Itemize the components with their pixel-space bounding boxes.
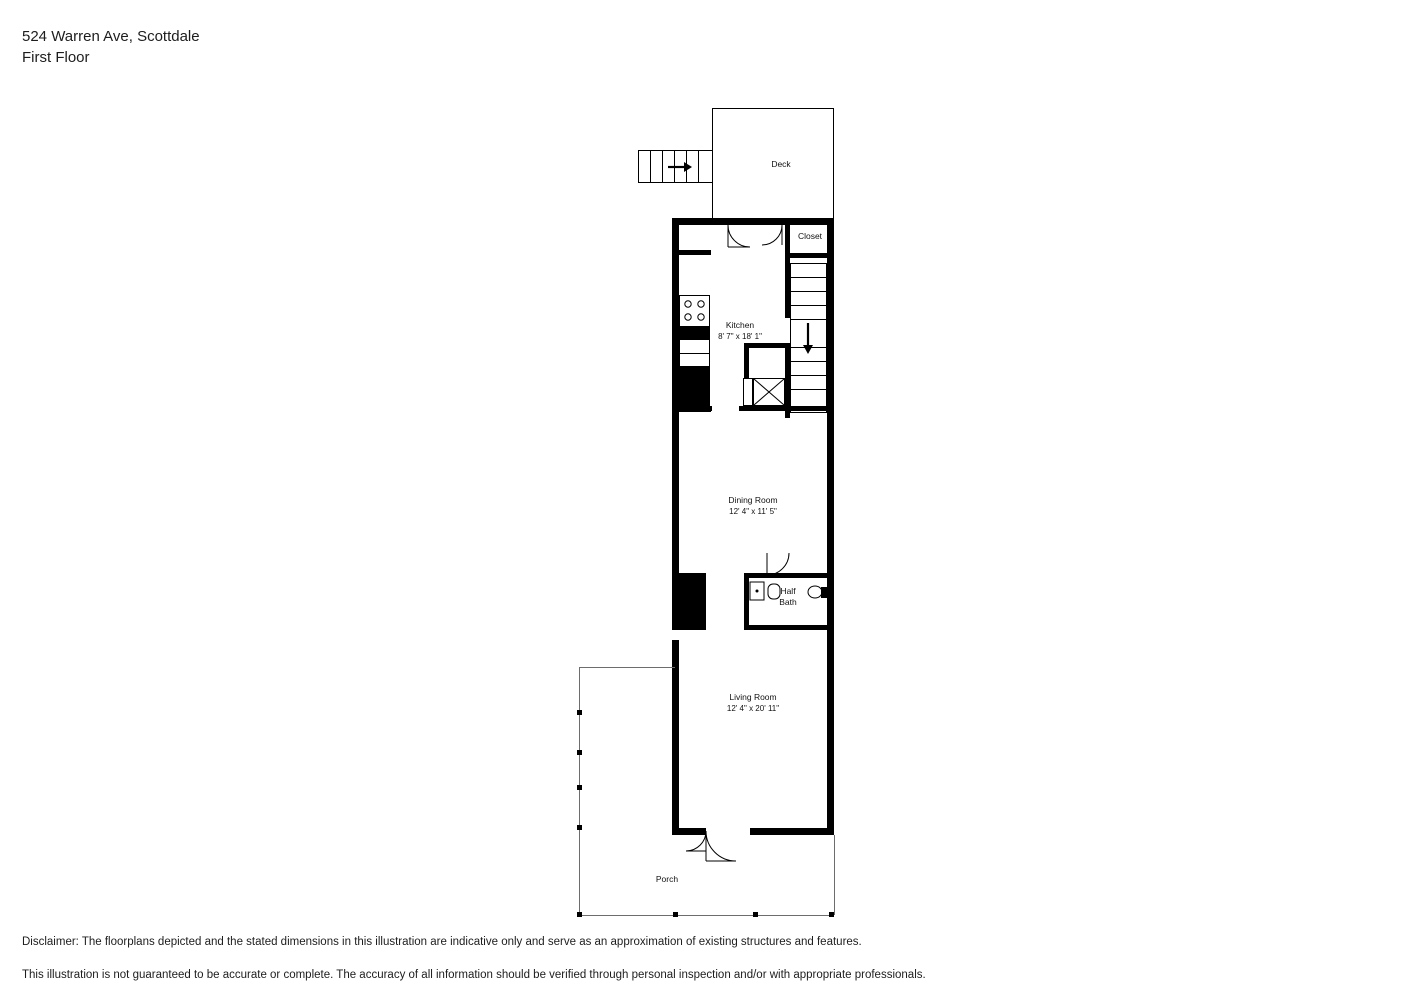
property-address: 524 Warren Ave, Scottdale bbox=[22, 28, 200, 45]
disclaimer-line-2: This illustration is not guaranteed to be accurate or complete. The accuracy of all information should be verified through personal inspection and/or with appropriate professionals. bbox=[22, 969, 926, 981]
porch-column bbox=[673, 912, 678, 917]
porch-label: Porch bbox=[655, 874, 679, 884]
halfbath-name-line2: Bath bbox=[779, 597, 797, 607]
porch-column bbox=[753, 912, 758, 917]
dining-room-name: Dining Room bbox=[728, 495, 778, 505]
disclaimer-block bbox=[22, 935, 1222, 1001]
closet-label: Closet bbox=[797, 231, 823, 241]
porch-edge-top bbox=[579, 667, 675, 668]
porch-column bbox=[829, 912, 834, 917]
porch-column bbox=[577, 785, 582, 790]
halfbath-name-line1: Half bbox=[780, 586, 796, 596]
title-block bbox=[22, 26, 200, 68]
porch-edge-right bbox=[834, 835, 835, 915]
porch-column bbox=[577, 912, 582, 917]
porch-column bbox=[577, 825, 582, 830]
porch-edge-left bbox=[579, 667, 580, 915]
kitchen-dimensions: 8' 7" x 18' 1" bbox=[718, 332, 762, 341]
living-room-dimensions: 12' 4" x 20' 11" bbox=[726, 704, 780, 713]
dining-room-dimensions: 12' 4" x 11' 5" bbox=[729, 507, 777, 516]
porch-column bbox=[577, 710, 582, 715]
living-room-name: Living Room bbox=[729, 692, 777, 702]
deck-label: Deck bbox=[771, 159, 791, 169]
floor-label: First Floor bbox=[22, 49, 90, 66]
kitchen-name: Kitchen bbox=[725, 320, 755, 330]
front-door-icon bbox=[560, 95, 880, 925]
porch-edge-bottom bbox=[579, 915, 834, 916]
porch-column bbox=[577, 750, 582, 755]
disclaimer-line-1: Disclaimer: The floorplans depicted and the stated dimensions in this illustration are indicative only and serve as an approximation of existing structures and features. bbox=[22, 936, 862, 948]
floorplan-drawing bbox=[560, 95, 880, 925]
